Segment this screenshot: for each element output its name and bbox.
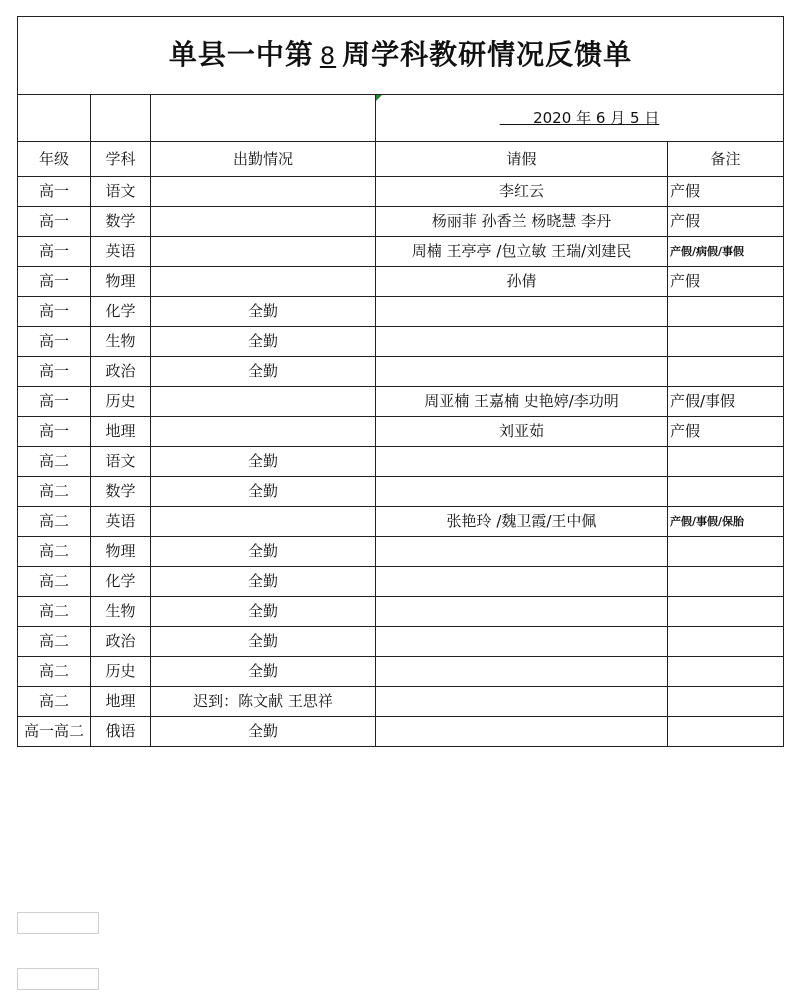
grade-cell[interactable]: 高一 [18,267,91,297]
note-cell[interactable]: 产假 [668,177,784,207]
grade-cell[interactable]: 高二 [18,627,91,657]
subject-cell[interactable]: 生物 [91,597,151,627]
subject-cell[interactable]: 地理 [91,687,151,717]
note-cell[interactable]: 产假 [668,417,784,447]
note-cell[interactable] [668,597,784,627]
grade-cell[interactable]: 高一 [18,237,91,267]
note-cell[interactable] [668,327,784,357]
header-note: 备注 [668,142,784,177]
subject-cell[interactable]: 语文 [91,447,151,477]
attendance-cell[interactable] [151,177,376,207]
attendance-cell[interactable]: 全勤 [151,297,376,327]
note-cell[interactable]: 产假/病假/事假 [668,237,784,267]
subject-cell[interactable]: 语文 [91,177,151,207]
grade-cell[interactable]: 高二 [18,477,91,507]
grade-cell[interactable]: 高一 [18,297,91,327]
grade-cell[interactable]: 高二 [18,567,91,597]
leave-cell[interactable] [376,357,668,387]
leave-cell[interactable] [376,327,668,357]
table-row [18,717,784,747]
leave-cell[interactable] [376,657,668,687]
date-month-unit: 月 [610,109,626,127]
table-row [18,687,784,717]
table-row [18,237,784,267]
attendance-cell[interactable] [151,387,376,417]
title-week-number: 8 [319,42,337,70]
table-row [18,657,784,687]
subject-cell[interactable]: 数学 [91,207,151,237]
leave-cell[interactable] [376,447,668,477]
table-row [18,477,784,507]
feedback-table [17,16,784,747]
table-row [18,267,784,297]
note-cell[interactable] [668,447,784,477]
header-leave: 请假 [376,142,668,177]
grade-cell[interactable]: 高二 [18,507,91,537]
header-subject: 学科 [91,142,151,177]
leave-cell[interactable]: 周楠 王亭亭 /包立敏 王瑞/刘建民 [376,237,668,267]
table-row [18,507,784,537]
subject-cell[interactable]: 生物 [91,327,151,357]
attendance-cell[interactable]: 全勤 [151,717,376,747]
blank-shape [17,912,99,934]
leave-cell[interactable]: 李红云 [376,177,668,207]
subject-cell[interactable]: 地理 [91,417,151,447]
table-row [18,177,784,207]
leave-cell[interactable]: 孙倩 [376,267,668,297]
grade-cell[interactable]: 高一 [18,207,91,237]
date-cell[interactable] [376,95,784,142]
attendance-cell[interactable] [151,237,376,267]
leave-cell[interactable]: 杨丽菲 孙香兰 杨晓慧 李丹 [376,207,668,237]
empty-cell[interactable] [91,95,151,142]
grade-cell[interactable]: 高二 [18,687,91,717]
table-row [18,537,784,567]
subject-cell[interactable]: 物理 [91,267,151,297]
note-cell[interactable] [668,627,784,657]
attendance-cell[interactable]: 全勤 [151,477,376,507]
leave-cell[interactable] [376,717,668,747]
table-row [18,597,784,627]
leave-cell[interactable] [376,297,668,327]
grade-cell[interactable]: 高一 [18,327,91,357]
grade-cell[interactable]: 高二 [18,447,91,477]
attendance-cell[interactable] [151,267,376,297]
grade-cell[interactable]: 高二 [18,537,91,567]
leave-cell[interactable]: 周亚楠 王嘉楠 史艳婷/李功明 [376,387,668,417]
date-month: 6 [595,109,606,127]
blank-shape [17,968,99,990]
attendance-cell[interactable] [151,417,376,447]
leave-cell[interactable] [376,567,668,597]
leave-cell[interactable]: 刘亚茹 [376,417,668,447]
subject-cell[interactable]: 政治 [91,357,151,387]
date-year-unit: 年 [576,109,592,127]
note-cell[interactable] [668,477,784,507]
table-row [18,387,784,417]
grade-cell[interactable]: 高一 [18,357,91,387]
note-cell[interactable]: 产假/事假 [668,387,784,417]
leave-cell[interactable] [376,687,668,717]
date-row [18,95,784,142]
attendance-cell[interactable]: 全勤 [151,567,376,597]
table-row [18,627,784,657]
header-attendance: 出勤情况 [151,142,376,177]
table-row [18,447,784,477]
grade-cell[interactable]: 高一 [18,417,91,447]
date-day-unit: 日 [644,109,660,127]
note-cell[interactable] [668,687,784,717]
attendance-cell[interactable]: 全勤 [151,657,376,687]
empty-cell[interactable] [151,95,376,142]
subject-cell[interactable]: 化学 [91,567,151,597]
leave-cell[interactable] [376,537,668,567]
grade-cell[interactable]: 高二 [18,597,91,627]
comment-marker-icon [376,95,382,101]
subject-cell[interactable]: 俄语 [91,717,151,747]
attendance-cell[interactable]: 全勤 [151,597,376,627]
attendance-cell[interactable]: 全勤 [151,447,376,477]
attendance-cell[interactable]: 全勤 [151,627,376,657]
attendance-cell[interactable] [151,207,376,237]
header-grade: 年级 [18,142,91,177]
note-cell[interactable]: 产假 [668,267,784,297]
title-suffix: 周学科教研情况反馈单 [342,38,633,71]
attendance-cell[interactable]: 全勤 [151,357,376,387]
grade-cell[interactable]: 高一 [18,387,91,417]
table-row [18,567,784,597]
title-row [18,17,784,95]
grade-cell[interactable]: 高二 [18,657,91,687]
table-row [18,357,784,387]
title-prefix: 单县一中第 [168,38,314,71]
subject-cell[interactable]: 历史 [91,657,151,687]
leave-cell[interactable] [376,597,668,627]
grade-cell[interactable]: 高一高二 [18,717,91,747]
leave-cell[interactable]: 张艳玲 /魏卫霞/王中佩 [376,507,668,537]
subject-cell[interactable]: 英语 [91,507,151,537]
attendance-cell[interactable]: 迟到：陈文献 王思祥 [151,687,376,717]
table-body [18,177,784,747]
grade-cell[interactable]: 高一 [18,177,91,207]
note-cell[interactable]: 产假/事假/保胎 [668,507,784,537]
attendance-cell[interactable]: 全勤 [151,537,376,567]
note-cell[interactable] [668,567,784,597]
subject-cell[interactable]: 历史 [91,387,151,417]
subject-cell[interactable]: 英语 [91,237,151,267]
table-row [18,297,784,327]
table-row [18,207,784,237]
note-cell[interactable] [668,357,784,387]
note-cell[interactable] [668,297,784,327]
attendance-cell[interactable] [151,507,376,537]
note-cell[interactable]: 产假 [668,207,784,237]
table-row [18,327,784,357]
subject-cell[interactable]: 化学 [91,297,151,327]
table-row [18,417,784,447]
note-cell[interactable] [668,717,784,747]
subject-cell[interactable]: 政治 [91,627,151,657]
date-year: 2020 [533,109,572,127]
attendance-cell[interactable]: 全勤 [151,327,376,357]
page-title [18,17,784,95]
header-row [18,142,784,177]
subject-cell[interactable]: 数学 [91,477,151,507]
subject-cell[interactable]: 物理 [91,537,151,567]
leave-cell[interactable] [376,477,668,507]
date-day: 5 [629,109,640,127]
note-cell[interactable] [668,657,784,687]
empty-cell[interactable] [18,95,91,142]
note-cell[interactable] [668,537,784,567]
leave-cell[interactable] [376,627,668,657]
